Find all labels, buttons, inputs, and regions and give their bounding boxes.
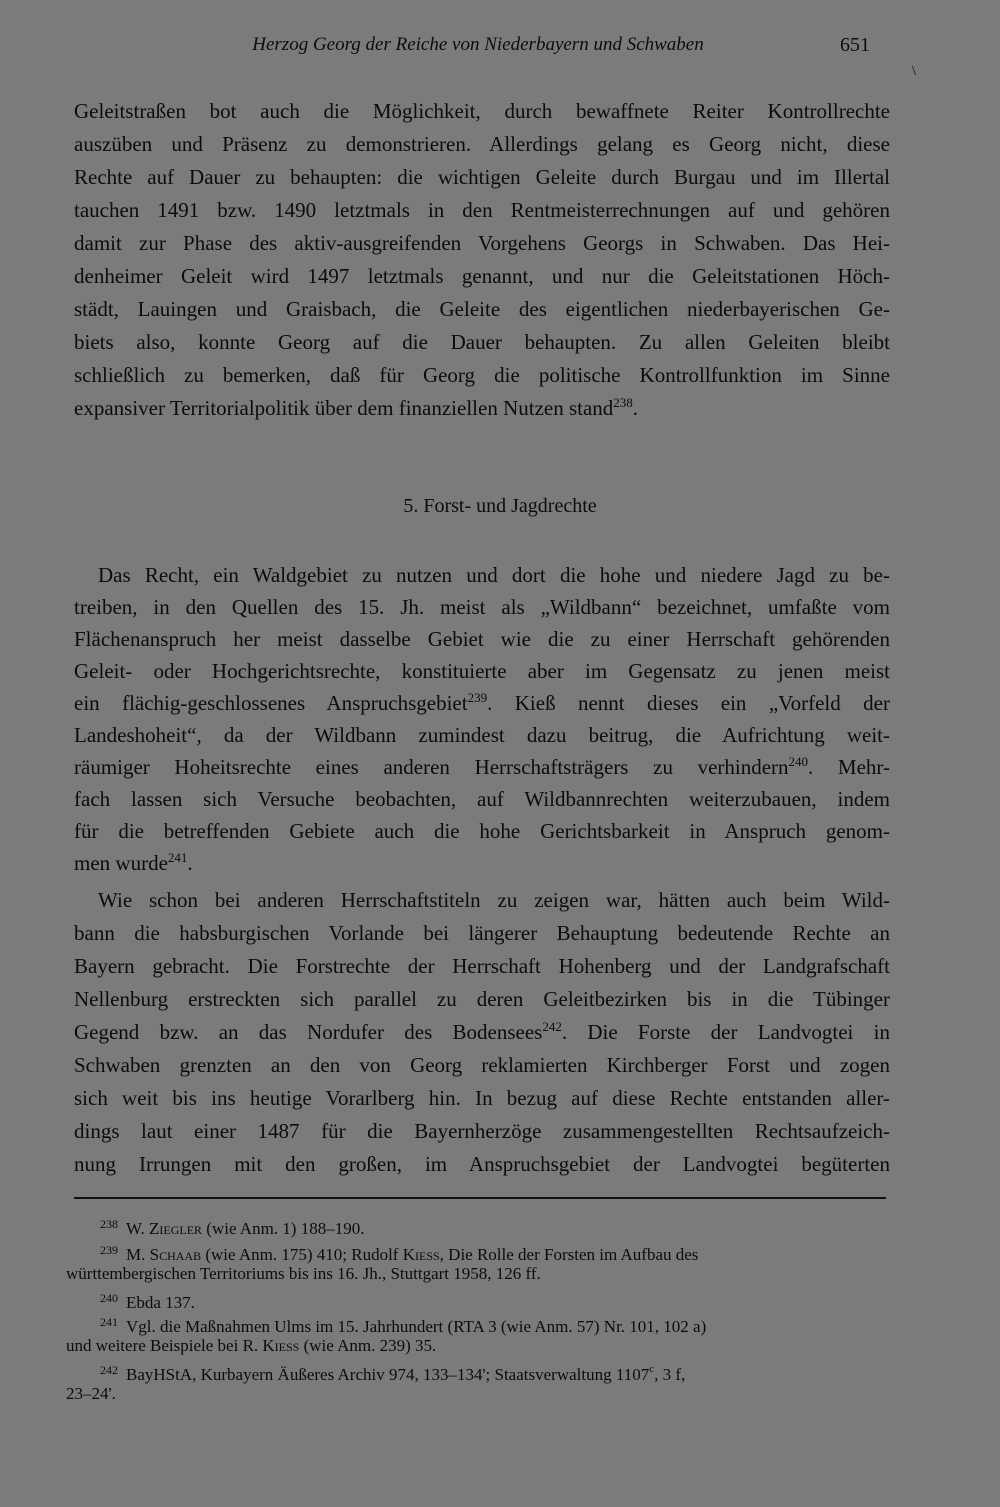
body-line: für die betreffenden Gebiete auch die hohe Gerichtsbarkeit in Anspruch genom- [74, 819, 890, 843]
body-line: auszüben und Präsenz zu demonstrieren. Allerdings gelang es Georg nicht, diese [74, 132, 890, 156]
footnote-242-cont: 23–24'. [66, 1384, 116, 1403]
author-name: Kiess [402, 1245, 440, 1264]
body-line [74, 754, 890, 780]
superscript: c [649, 1363, 655, 1375]
footnote-242 [70, 1360, 890, 1385]
footnote-text: (wie Anm. 239) 35. [299, 1336, 437, 1355]
author-name: M. Schaab [126, 1245, 202, 1264]
footnote-text: (wie Anm. 175) 410; Rudolf [201, 1245, 403, 1264]
body-line: fach lassen sich Versuche beobachten, auf Wildbannrechten weiterzubauen, indem [74, 787, 890, 811]
section-heading: 5. Forst- und Jagdrechte [403, 495, 597, 517]
footnote-number: 242 [100, 1363, 118, 1377]
body-line: Nellenburg erstreckten sich parallel zu deren Geleitbezirken bis in die Tübinger [74, 987, 890, 1011]
body-line: städt, Lauingen und Graisbach, die Geleite des eigentlichen niederbayerischen Ge- [74, 297, 890, 321]
line-text: men wurde [74, 851, 168, 875]
body-line: sich weit bis ins heutige Vorarlberg hin. In bezug auf diese Rechte entstanden aller- [74, 1086, 890, 1110]
footnote-ref[interactable]: 242 [542, 1019, 562, 1034]
footnote-ref[interactable]: 240 [788, 754, 809, 769]
author-name: R. Kiess [242, 1336, 300, 1355]
body-line: Flächenanspruch her meist dasselbe Gebiet wie die zu einer Herrschaft gehörenden [74, 627, 890, 651]
body-line [74, 1019, 890, 1045]
body-line: nung Irrungen mit den großen, im Anspruchsgebiet der Landvogtei begüterten [74, 1152, 890, 1176]
body-line: Geleitstraßen bot auch die Möglichkeit, durch bewaffnete Reiter Kontrollrechte [74, 99, 890, 123]
body-line: Schwaben grenzten an den von Georg reklamierten Kirchberger Forst und zogen [74, 1053, 890, 1077]
footnote-text: (wie Anm. 1) 188–190. [202, 1219, 365, 1238]
footnote-number: 240 [100, 1291, 118, 1305]
author-name: W. Ziegler [126, 1219, 203, 1238]
footnote-text: Vgl. die Maßnahmen Ulms im 15. Jahrhundert (RTA 3 (wie Anm. 57) Nr. 101, 102 a) [126, 1317, 707, 1336]
footnote-ref[interactable]: 239 [467, 690, 488, 705]
body-line: Das Recht, ein Waldgebiet zu nutzen und dort die hohe und niedere Jagd zu be- [98, 563, 890, 587]
body-line: Wie schon bei anderen Herrschaftstiteln zu zeigen war, hätten auch beim Wild- [98, 888, 890, 912]
line-text: . Mehr- [808, 755, 890, 779]
footnote-240 [70, 1288, 890, 1313]
line-text: . Kieß nennt dieses ein „Vorfeld der [487, 691, 890, 715]
footnote-text: , Die Rolle der Forsten im Aufbau des [439, 1245, 699, 1264]
footnote-ref[interactable]: 238 [613, 395, 633, 410]
line-text: . [632, 396, 639, 420]
footnote-number: 241 [100, 1315, 118, 1329]
body-line: tauchen 1491 bzw. 1490 letztmals in den Rentmeisterrechnungen auf und gehören [74, 198, 890, 222]
line-text: . [187, 851, 193, 875]
footnote-239 [70, 1240, 890, 1265]
body-line: schließlich zu bemerken, daß für Georg die politische Kontrollfunktion im Sinne [74, 363, 890, 387]
body-line [74, 395, 890, 421]
line-text: räumiger Hoheitsrechte eines anderen Herrschaftsträgers zu verhindern [74, 755, 789, 779]
footnote-text: Ebda 137. [126, 1293, 195, 1312]
body-line: damit zur Phase des aktiv-ausgreifenden Vorgehens Georgs in Schwaben. Das Hei- [74, 231, 890, 255]
body-line: Landeshoheit“, da der Wildbann zumindest dazu beitrug, die Aufrichtung weit- [74, 723, 890, 747]
footnote-text: , 3 f, [654, 1365, 686, 1384]
footnote-number: 239 [100, 1243, 118, 1257]
page-number: 651 [840, 34, 870, 56]
body-line: bann die habsburgischen Vorlande bei längerer Behauptung bedeutende Rechte an [74, 921, 890, 945]
running-head: Herzog Georg der Reiche von Niederbayern und Schwaben [252, 34, 704, 55]
footnote-ref[interactable]: 241 [167, 850, 188, 865]
footnote-239-cont: württembergischen Territoriums bis ins 16. Jh., Stuttgart 1958, 126 ff. [66, 1264, 541, 1283]
body-line: Geleit- oder Hochgerichtsrechte, konstituierte aber im Gegensatz zu jenen meist [74, 659, 890, 683]
body-line: dings laut einer 1487 für die Bayernherzöge zusammengestellten Rechtsaufzeich- [74, 1119, 890, 1143]
body-line: denheimer Geleit wird 1497 letztmals genannt, und nur die Geleitstationen Höch- [74, 264, 890, 288]
footnote-text: BayHStA, Kurbayern Äußeres Archiv 974, 133–134'; Staatsverwaltung 1107 [126, 1365, 650, 1384]
body-line: treiben, in den Quellen des 15. Jh. meist als „Wildbann“ bezeichnet, umfaßte vom [74, 595, 890, 619]
footnote-number: 238 [100, 1217, 118, 1231]
body-line: biets also, konnte Georg auf die Dauer behaupten. Zu allen Geleiten bleibt [74, 330, 890, 354]
line-text: . Die Forste der Landvogtei in [561, 1020, 890, 1044]
footnote-241-cont [66, 1336, 886, 1356]
line-text: ein flächig-geschlossenes Anspruchsgebiet [74, 691, 468, 715]
footnote-divider [74, 1197, 886, 1199]
margin-mark: \ [912, 64, 916, 79]
body-line [74, 690, 890, 716]
footnote-238 [70, 1214, 890, 1239]
footnote-241 [70, 1312, 890, 1337]
line-text: Gegend bzw. an das Nordufer des Bodensees [74, 1020, 543, 1044]
body-line: Rechte auf Dauer zu behaupten: die wichtigen Geleite durch Burgau und im Illertal [74, 165, 890, 189]
body-line: Bayern gebracht. Die Forstrechte der Herrschaft Hohenberg und der Landgrafschaft [74, 954, 890, 978]
footnote-text: und weitere Beispiele bei [66, 1336, 243, 1355]
body-line [74, 850, 890, 876]
line-text: expansiver Territorialpolitik über dem finanziellen Nutzen stand [74, 396, 614, 420]
